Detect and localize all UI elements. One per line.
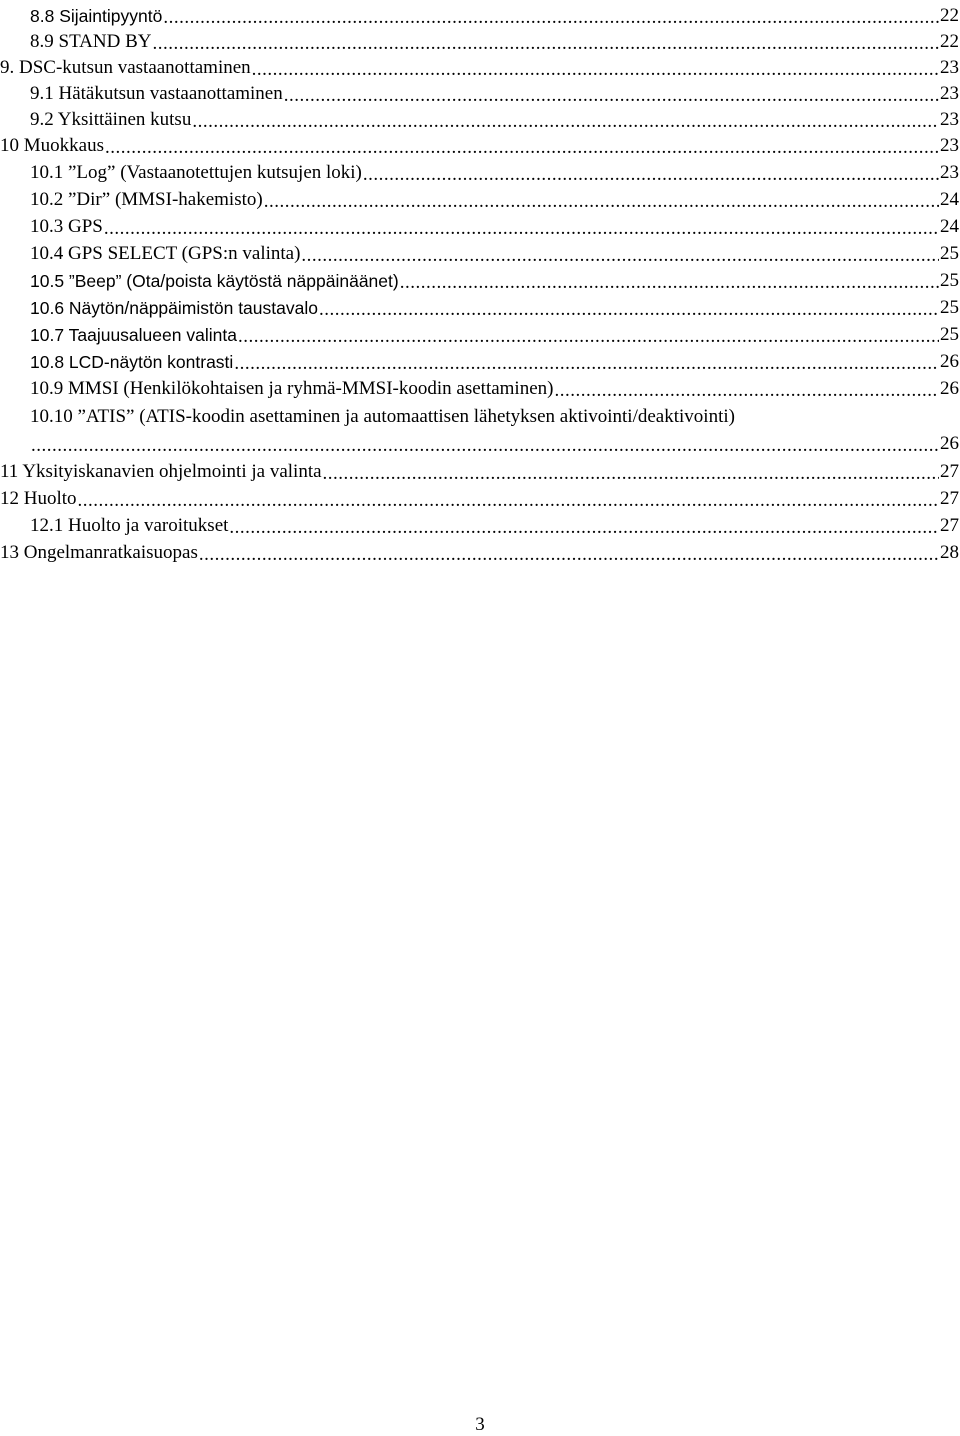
toc-entry-label: 10.6 Näytön/näppäimistön taustavalo — [30, 298, 318, 318]
toc-leader-dots — [301, 246, 939, 265]
toc-leader-dots — [284, 86, 939, 105]
toc-entry-page: 27 — [940, 488, 959, 509]
toc-entry-label: 10.2 ”Dir” (MMSI-hakemisto) — [30, 189, 263, 210]
toc-entry[interactable] — [30, 26, 959, 53]
toc-entry-page: 25 — [940, 270, 959, 291]
toc-entry-label: 9.1 Hätäkutsun vastaanottaminen — [30, 83, 283, 104]
toc-entry-wrapped[interactable] — [30, 401, 959, 428]
toc-leader-dots — [264, 192, 939, 211]
toc-entry[interactable] — [30, 265, 959, 292]
toc-entry-page: 24 — [940, 189, 959, 210]
toc-entry-label: 11 Yksityiskanavien ohjelmointi ja valinta — [0, 461, 322, 482]
toc-leader-dots — [104, 219, 939, 238]
toc-entry[interactable] — [30, 211, 959, 238]
toc-entry[interactable] — [30, 319, 959, 346]
toc-entry[interactable] — [30, 510, 959, 537]
toc-entry-label: 8.8 Sijaintipyyntö — [30, 6, 163, 26]
toc-leader-dots — [199, 545, 939, 564]
toc-entry-label: 12.1 Huolto ja varoitukset — [30, 515, 229, 536]
toc-entry-label: 10.10 ”ATIS” (ATIS-koodin asettaminen ja automaattisen lähetyksen aktivointi/deaktivointi) — [30, 406, 735, 427]
toc-entry-label: 9.2 Yksittäinen kutsu — [30, 109, 192, 130]
toc-entry-label: 9. DSC-kutsun vastaanottaminen — [0, 57, 251, 78]
toc-leader-dots — [554, 381, 939, 400]
toc-leader-dots — [238, 327, 939, 346]
toc-entry-label: 10.1 ”Log” (Vastaanotettujen kutsujen loki) — [30, 162, 362, 183]
toc-entry-continuation — [30, 428, 959, 455]
toc-entry[interactable] — [30, 184, 959, 211]
toc-entry-page: 28 — [940, 542, 959, 563]
toc-leader-dots — [105, 138, 939, 157]
toc-leader-dots — [192, 112, 939, 131]
toc-entry[interactable] — [30, 104, 959, 131]
toc-leader-dots — [363, 165, 939, 184]
toc-entry[interactable] — [30, 292, 959, 319]
toc-entry[interactable] — [30, 373, 959, 400]
toc-entry-label: 10.9 MMSI (Henkilökohtaisen ja ryhmä-MMSI-koodin asettaminen) — [30, 378, 554, 399]
toc-entry-page: 26 — [940, 378, 959, 399]
toc-entry-page: 25 — [940, 324, 959, 345]
toc-leader-dots — [252, 60, 939, 79]
toc-entry-page: 23 — [940, 162, 959, 183]
toc-entry-page: 22 — [940, 31, 959, 52]
toc-entry[interactable] — [0, 537, 959, 564]
toc-leader-dots — [323, 464, 939, 483]
toc-entry[interactable] — [30, 238, 959, 265]
toc-entry[interactable] — [30, 346, 959, 373]
toc-entry-page: 23 — [940, 135, 959, 156]
toc-entry-page: 27 — [940, 461, 959, 482]
toc-leader-dots — [234, 354, 939, 373]
toc-leader-dots — [319, 300, 939, 319]
toc-entry-label: 10.3 GPS — [30, 216, 103, 237]
toc-entry-page: 25 — [940, 297, 959, 318]
toc-entry[interactable] — [30, 157, 959, 184]
toc-entry-page: 26 — [940, 433, 959, 454]
toc-leader-dots — [400, 273, 939, 292]
toc-entry-page: 23 — [940, 109, 959, 130]
toc-leader-dots — [78, 491, 939, 510]
toc-leader-dots — [31, 436, 939, 455]
page-number: 3 — [475, 1414, 485, 1435]
toc-entry-label: 12 Huolto — [0, 488, 77, 509]
toc-entry-label: 10.8 LCD-näytön kontrasti — [30, 352, 234, 372]
toc-leader-dots — [229, 518, 939, 537]
toc-entry-label: 10 Muokkaus — [0, 135, 104, 156]
toc-entry-label: 10.4 GPS SELECT (GPS:n valinta) — [30, 243, 301, 264]
toc-entry[interactable] — [0, 456, 959, 483]
toc-entry-page: 23 — [940, 57, 959, 78]
toc-entry[interactable] — [30, 78, 959, 105]
toc-entry-page: 22 — [940, 5, 959, 26]
toc-entry[interactable] — [30, 0, 959, 27]
toc-entry[interactable] — [0, 52, 959, 79]
toc-entry-page: 27 — [940, 515, 959, 536]
toc-entry-page: 24 — [940, 216, 959, 237]
toc-leader-dots — [152, 34, 939, 53]
toc-entry-page: 25 — [940, 243, 959, 264]
toc-entry[interactable] — [0, 483, 959, 510]
toc-entry-label: 13 Ongelmanratkaisuopas — [0, 542, 198, 563]
toc-entry-label: 10.7 Taajuusalueen valinta — [30, 325, 237, 345]
toc-entry-label: 10.5 ”Beep” (Ota/poista käytöstä näppäinäänet) — [30, 271, 399, 291]
toc-entry[interactable] — [0, 130, 959, 157]
toc-entry-page: 26 — [940, 351, 959, 372]
toc-entry-page: 23 — [940, 83, 959, 104]
toc-leader-dots — [163, 8, 939, 27]
toc-entry-label: 8.9 STAND BY — [30, 31, 152, 52]
